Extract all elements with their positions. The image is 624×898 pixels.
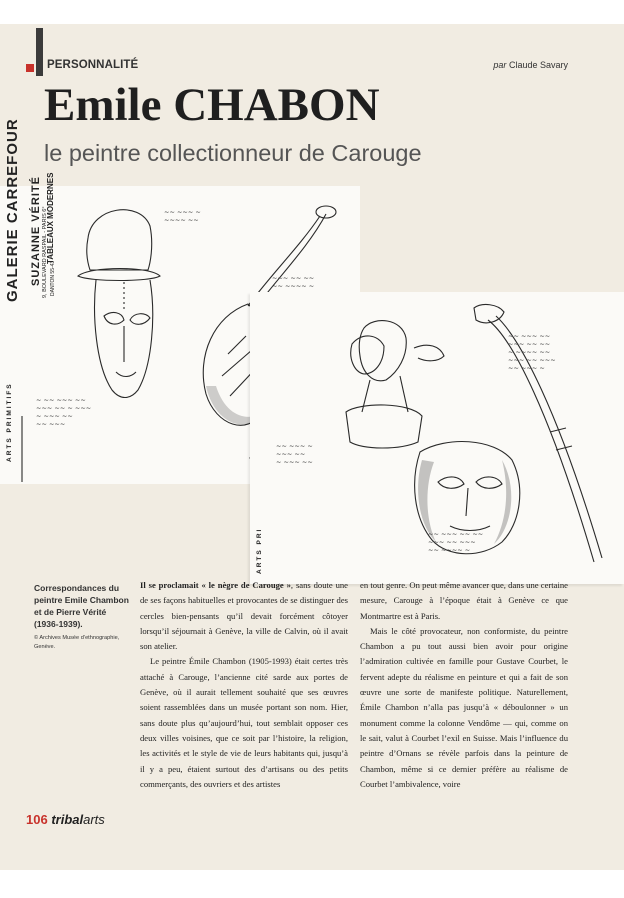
rubric-bar [36, 28, 43, 76]
letterhead-address: 9, BOULEVARD RASPAIL - PARIS 6° [42, 206, 48, 298]
magazine-brand-suffix: arts [83, 812, 105, 827]
paragraph: en tout genre. On peut même avancer que, dans une certaine mesure, Carouge à l’époque était à Genève ce que Montmartre est à Paris. [360, 580, 568, 621]
body-column-1 [140, 578, 348, 792]
article-title: Emile CHABON [44, 79, 380, 131]
byline-prefix: par [493, 60, 507, 70]
letter-sketch-panel-2 [250, 292, 624, 584]
letterhead-arts-pri: ARTS PRI [256, 527, 263, 574]
handwritten-notes-4: ~~ ~~~ ~~ ~~~ ~~ ~~ ~ ~~~~ ~~ ~~~ ~~ ~~~ ~~ ~~~ ~ [508, 332, 556, 372]
section-rubric: PERSONNALITÉ [47, 59, 139, 71]
article-subtitle: le peintre collectionneur de Carouge [44, 140, 422, 166]
letterhead-galerie: GALERIE CARREFOUR [4, 118, 21, 302]
letterhead-phone: DANTON 55-43 [50, 260, 56, 296]
rubric-square [26, 64, 34, 72]
paragraph-rest: , sans doute une de ses façons habituelles et provocantes de se distinguer des cercles bien-pensants qu’il devait forcément côtoyer lorsqu’il séjournait à Genève, la ville de Calvin, où il avait son atelier. [140, 580, 348, 652]
handwritten-notes-2: ~~ ~~~ ~ ~~~~ ~~ [164, 208, 201, 224]
page-folio [26, 812, 105, 827]
caption-title: Correspondances du peintre Emile Chambon et de Pierre Vérité (1936-1939). [34, 583, 129, 629]
byline [493, 60, 568, 70]
handwritten-notes-5: ~~ ~~~ ~ ~~~ ~~ ~ ~~~ ~~ [276, 442, 313, 466]
magazine-page [0, 24, 624, 870]
body-column-2 [360, 578, 568, 792]
byline-author: Claude Savary [508, 60, 568, 70]
magazine-brand: tribal [51, 812, 84, 827]
handwritten-notes-1: ~ ~~ ~~~ ~~ ~~~ ~~ ~ ~~~ ~ ~~~ ~~ ~~ ~~~ [36, 396, 92, 428]
handwritten-notes-3: ~~~ ~~ ~~ ~~ ~~~~ ~ [272, 274, 315, 290]
page-number: 106 [26, 812, 48, 827]
image-caption [34, 582, 130, 652]
letterhead-tableaux: TABLEAUX MODERNES [46, 172, 55, 264]
paragraph: Le peintre Émile Chambon (1905-1993) était certes très attaché à Carouge, l’ancienne cité sarde aux portes de Genève, où il aurait tellement souhaité que ses œuvres soient rassemblées dans un musée portant son nom. Hier, sans doute plus qu’aujourd’hui, tout semblait opposer ces deux villes voisines, que ce soit par l’histoire, la religion, les activités et le style de vie de leurs habitants qui, jusqu’à il y a peu, étaient surtout des d’artisans ou des petits commerçants, des ouvriers et des artistes [140, 656, 348, 789]
handwritten-notes-6: ~~ ~~~ ~~ ~~ ~~~ ~~ ~~~ ~~ ~~~~ ~ [428, 530, 484, 554]
paragraph [140, 578, 348, 654]
caption-credit: © Archives Musée d’ethnographie, Genève. [34, 635, 120, 650]
letterhead-arts-primitifs: ARTS PRIMITIFS [6, 382, 13, 462]
paragraph: Mais le côté provocateur, non conformiste, du peintre Chambon a pu tout aussi bien avoir pour origine l’admiration cultivée en famille pour Gustave Courbet, le fervent adepte du réalisme en peinture et qui a fait de son œuvre une sorte de manifeste politique. Naturellement, Émile Chambon n’alla pas jusqu’à « déboulonner » un monument comme la colonne Vendôme — qui, comme on le sait, valut à Courbet l’exil en Suisse. Mais l’influence du peintre d’Ornans se révèle parfois dans la peinture de Chambon, même si ce dernier préfère au réalisme de Courbet l’ambivalence, voire [360, 625, 568, 789]
letterhead-owner: SUZANNE VÉRITÉ [30, 176, 42, 286]
lead-in: Il se proclamait « le nègre de Carouge » [140, 580, 291, 590]
